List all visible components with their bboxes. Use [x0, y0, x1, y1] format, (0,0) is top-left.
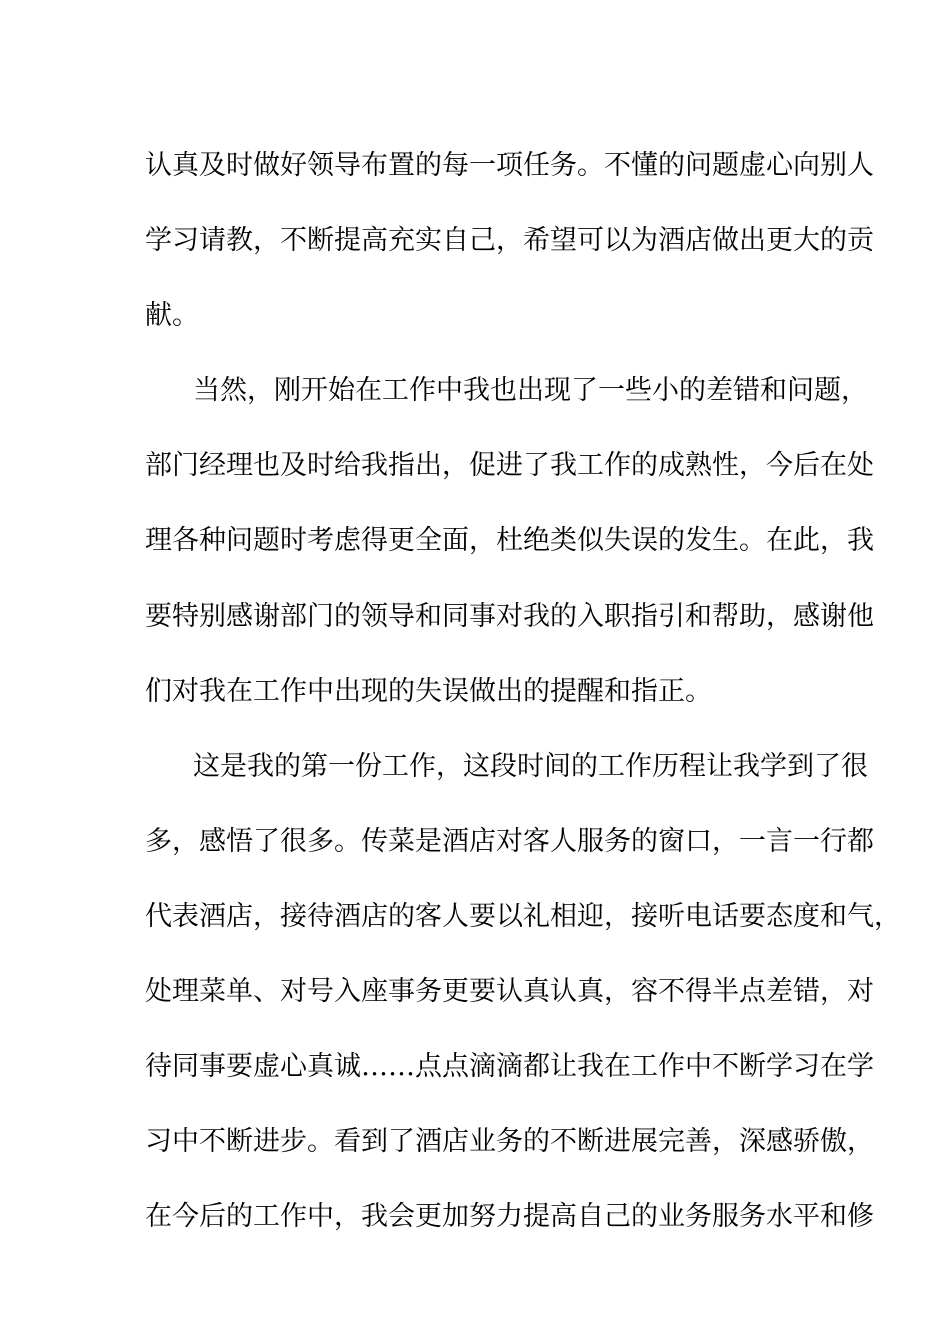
document-body: [145, 128, 901, 1254]
text-line: 理各种问题时考虑得更全面，杜绝类似失误的发生。在此，我: [145, 525, 874, 557]
text-line: 这是我的第一份工作，这段时间的工作历程让我学到了很: [193, 750, 868, 782]
text-line: 处理菜单、对号入座事务更要认真认真，容不得半点差错，对: [145, 976, 874, 1008]
text-line: 认真及时做好领导布置的每一项任务。不懂的问题虚心向别人: [145, 150, 874, 181]
text-line: 们对我在工作中出现的失误做出的提醒和指正。: [145, 675, 712, 707]
paragraph-1: [145, 128, 874, 353]
paragraph-2: [145, 353, 874, 728]
paragraph-3: [145, 729, 901, 1255]
text-line: 待同事要虚心真诚……点点滴滴都让我在工作中不断学习在学: [145, 1051, 874, 1083]
text-line: 当然，刚开始在工作中我也出现了一些小的差错和问题，: [193, 375, 868, 407]
text-line: 多，感悟了很多。传菜是酒店对客人服务的窗口，一言一行都: [145, 825, 874, 857]
text-line: 习中不断进步。看到了酒店业务的不断进展完善，深感骄傲，: [145, 1126, 874, 1158]
text-line: 部门经理也及时给我指出，促进了我工作的成熟性，今后在处: [145, 450, 874, 482]
text-line: 在今后的工作中，我会更加努力提高自己的业务服务水平和修: [145, 1201, 874, 1233]
text-line: 要特别感谢部门的领导和同事对我的入职指引和帮助，感谢他: [145, 600, 874, 632]
text-line: 代表酒店，接待酒店的客人要以礼相迎，接听电话要态度和气，: [145, 900, 901, 932]
text-line: 献。: [145, 300, 199, 332]
text-line: 学习请教，不断提高充实自己，希望可以为酒店做出更大的贡: [145, 225, 874, 257]
